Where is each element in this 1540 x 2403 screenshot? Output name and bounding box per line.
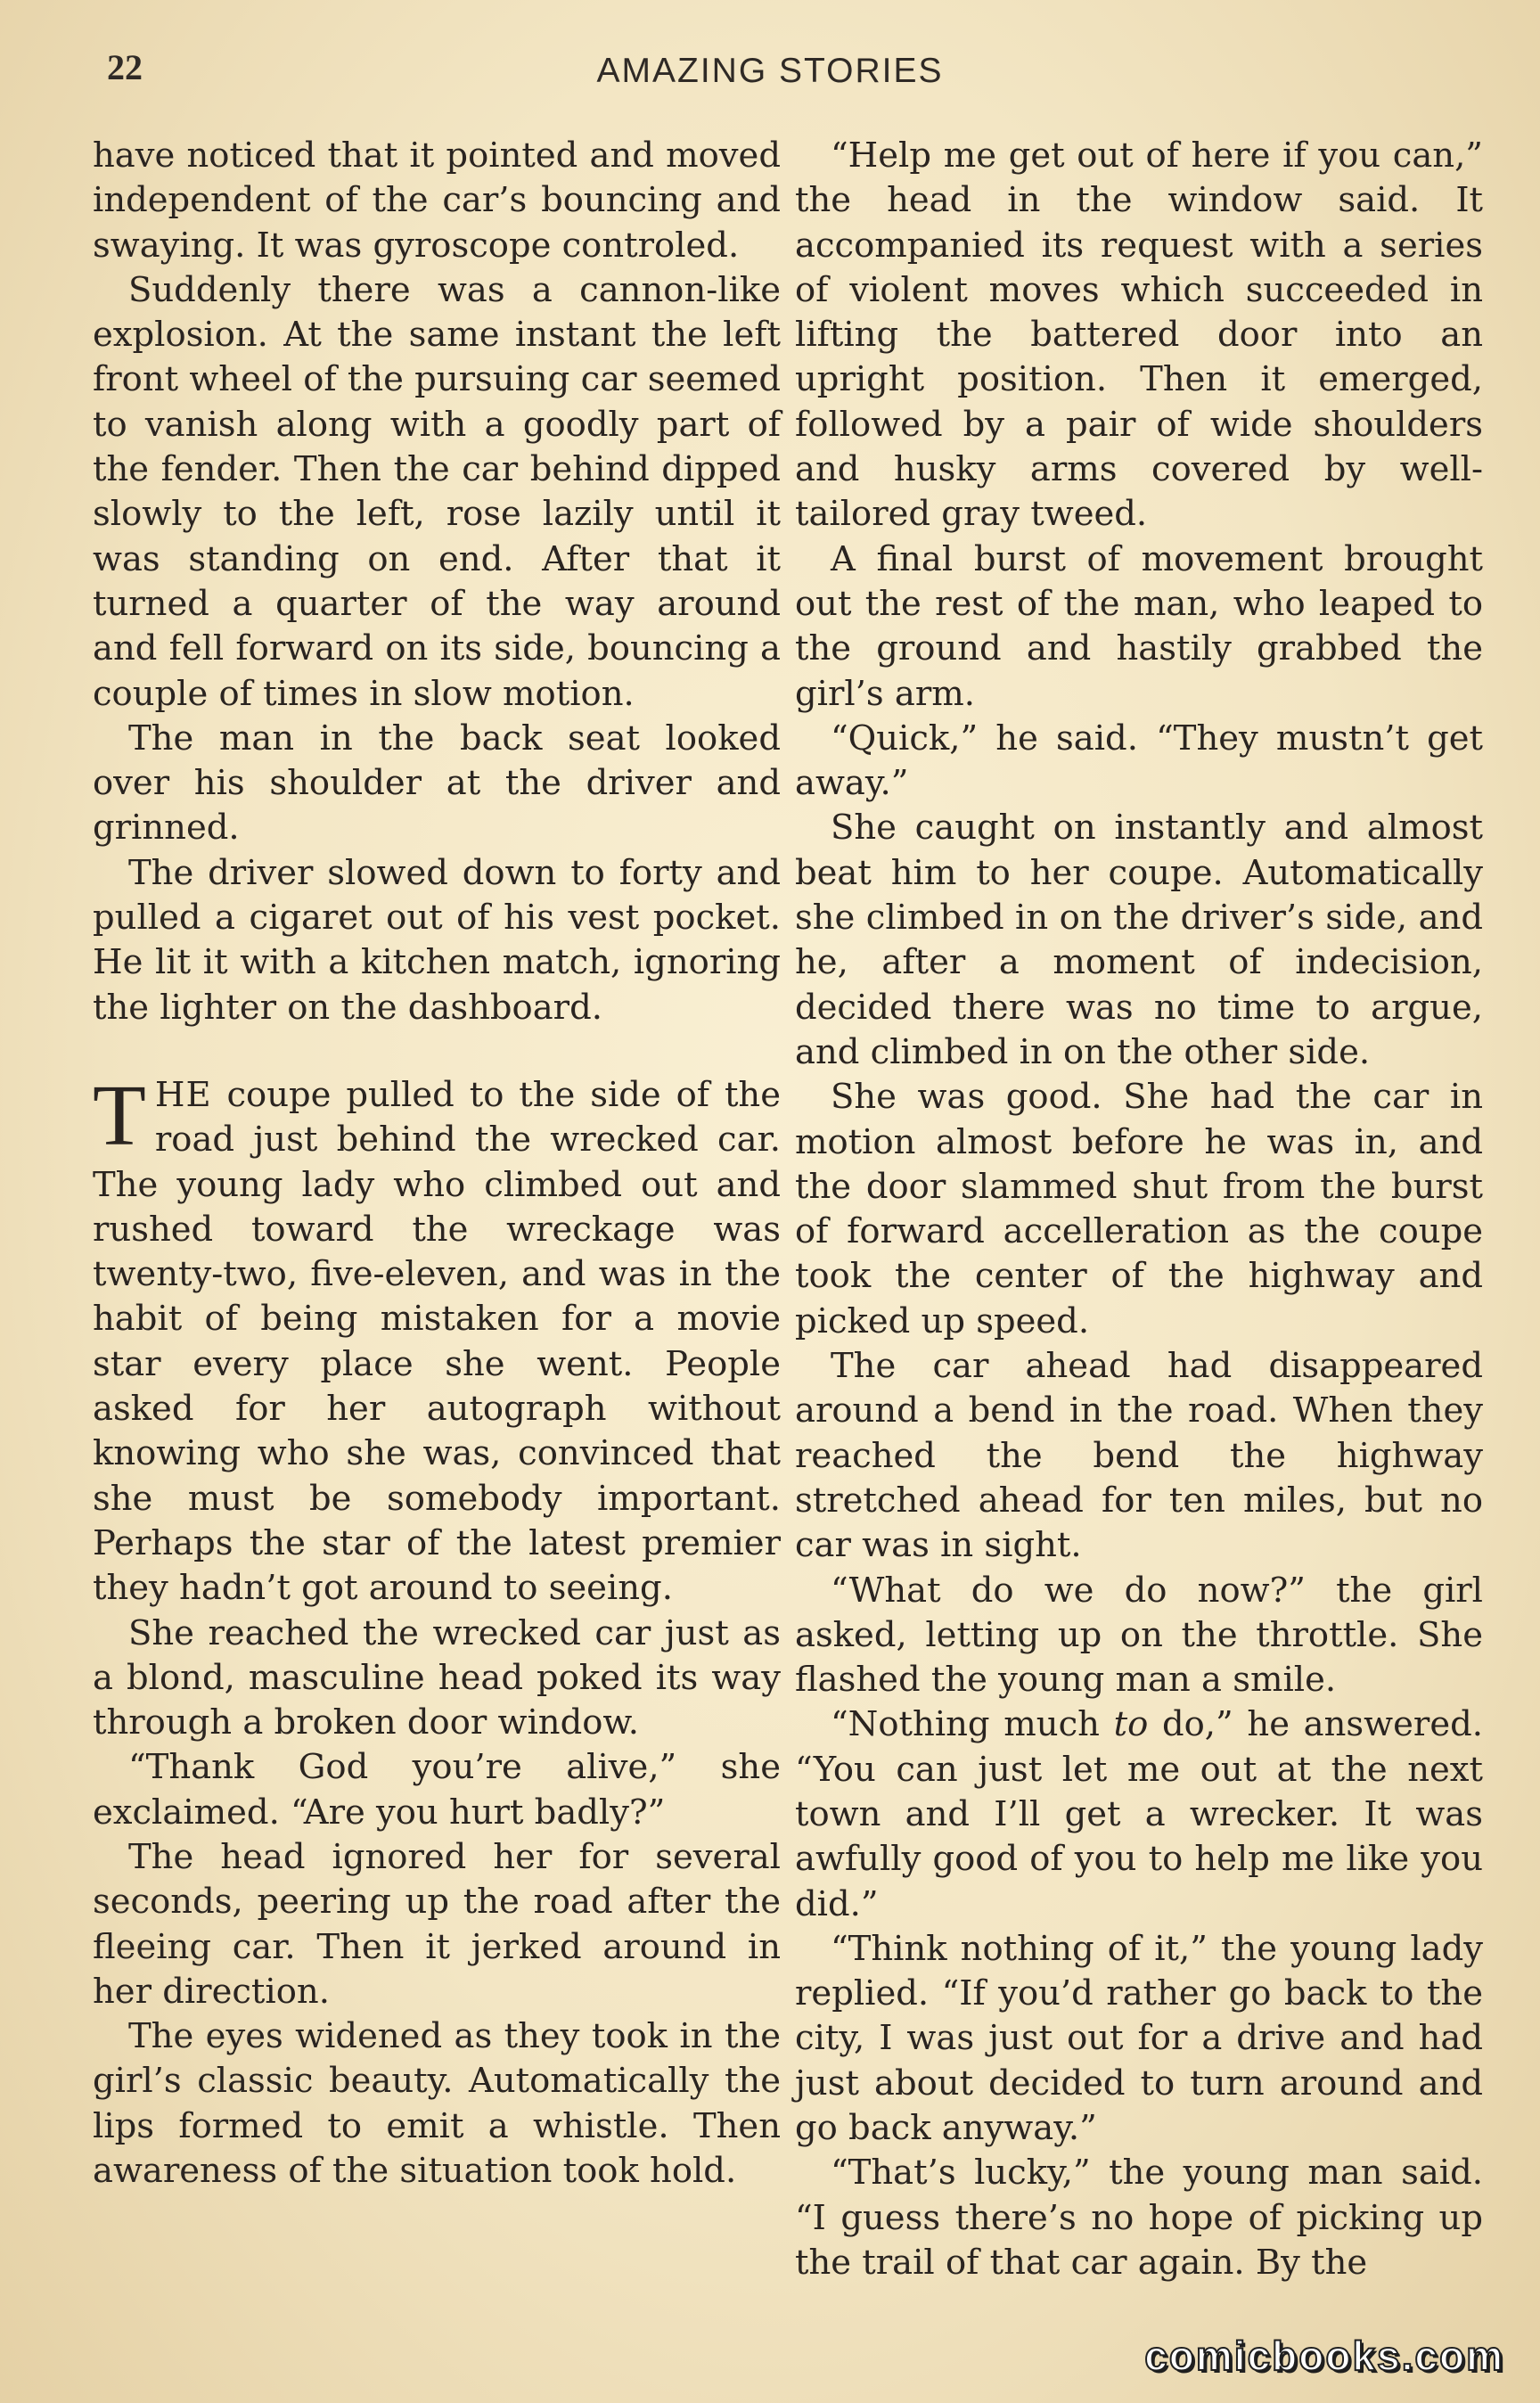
paragraph: “Quick,” he said. “They mustn’t get away.” xyxy=(795,718,1483,804)
small-caps-lead: HE xyxy=(154,1074,212,1115)
paragraph: The head ignored her for several seconds, peering up the road after the fleeing car. Then it jerked around in her direction. xyxy=(93,1836,781,2012)
paragraph: She caught on instantly and almost beat him to her coupe. Automatically she climbed in on the driver’s side, and he, after a moment of indecision, decided there was no time to argue, and climbed in on the other side. xyxy=(795,808,1483,1072)
paragraph: “Thank God you’re alive,” she exclaimed. “Are you hurt badly?” xyxy=(93,1747,781,1833)
paragraph: She reached the wrecked car just as a blond, masculine head poked its way through a broken door window. xyxy=(93,1612,781,1743)
paragraph-text: do,” he answered. “You can just let me out at the next town and I’ll get a wrecker. It was awfully good of you to help me like you did.” xyxy=(795,1704,1483,1924)
paragraph-text: “Nothing much xyxy=(831,1704,1114,1745)
paragraph: The driver slowed down to forty and pulled a cigaret out of his vest pocket. He lit it with a kitchen match, ignoring the lighter on the dashboard. xyxy=(93,852,781,1028)
paragraph: The man in the back seat looked over his shoulder at the driver and grinned. xyxy=(93,718,781,849)
paragraph: The eyes widened as they took in the girl’s classic beauty. Automatically the lips formed to emit a whistle. Then awareness of the situation took hold. xyxy=(93,2016,781,2192)
paragraph: “Help me get out of here if you can,” the head in the window said. It accompanied its request with a series of violent moves which succeeded in lifting the battered door into an upright position. Then it emerged, followed by a pair of wide shoulders and husky arms covered by well-tailored gray tweed. xyxy=(795,135,1483,535)
paragraph: The car ahead had disappeared around a bend in the road. When they reached the bend the highway stretched ahead for ten miles, but no car was in sight. xyxy=(795,1346,1483,1566)
left-column xyxy=(93,134,781,2194)
paragraph: “What do we do now?” the girl asked, letting up on the throttle. She flashed the young man a smile. xyxy=(795,1570,1483,1701)
section-opening-paragraph xyxy=(93,1067,781,1612)
drop-cap: T xyxy=(93,1067,146,1164)
right-column xyxy=(795,134,1483,2285)
page-number: 22 xyxy=(107,47,143,87)
emphasis-text: to xyxy=(1113,1704,1149,1745)
running-title: AMAZING STORIES xyxy=(596,52,944,90)
paragraph: A final burst of movement brought out the rest of the man, who leaped to the ground and hastily grabbed the girl’s arm. xyxy=(795,538,1483,714)
paragraph: “That’s lucky,” the young man said. “I guess there’s no hope of picking up the trail of that car again. By the xyxy=(795,2153,1483,2283)
paragraph xyxy=(795,1702,1483,1926)
paragraph: Suddenly there was a cannon-like explosion. At the same instant the left front wheel of the pursuing car seemed to vanish along with a goodly part of the fender. Then the car behind dipped slowly to the left, rose lazily until it was standing on end. After that it turned a quarter of the way around and fell forward on its side, bouncing a couple of times in slow motion. xyxy=(93,269,781,714)
site-watermark: comicbooks.com xyxy=(1144,2333,1504,2379)
paragraph: have noticed that it pointed and moved independent of the car’s bouncing and swaying. It was gyroscope controled. xyxy=(93,135,781,266)
paragraph: “Think nothing of it,” the young lady replied. “If you’d rather go back to the city, I was just out for a drive and had just about decided to turn around and go back anyway.” xyxy=(795,1928,1483,2149)
paragraph-text: coupe pulled to the side of the road just behind the wrecked car. The young lady who climbed out and rushed toward the wreckage was twenty-two, five-eleven, and was in the habit of being mistaken for a movie star every place she went. People asked for her autograph without knowing who she was, convinced that she must be somebody important. Perhaps the star of the latest premier they hadn’t got around to seeing. xyxy=(93,1074,781,1609)
paragraph: She was good. She had the car in motion almost before he was in, and the door slammed shut from the burst of forward accelleration as the coupe took the center of the highway and picked up speed. xyxy=(795,1077,1483,1341)
